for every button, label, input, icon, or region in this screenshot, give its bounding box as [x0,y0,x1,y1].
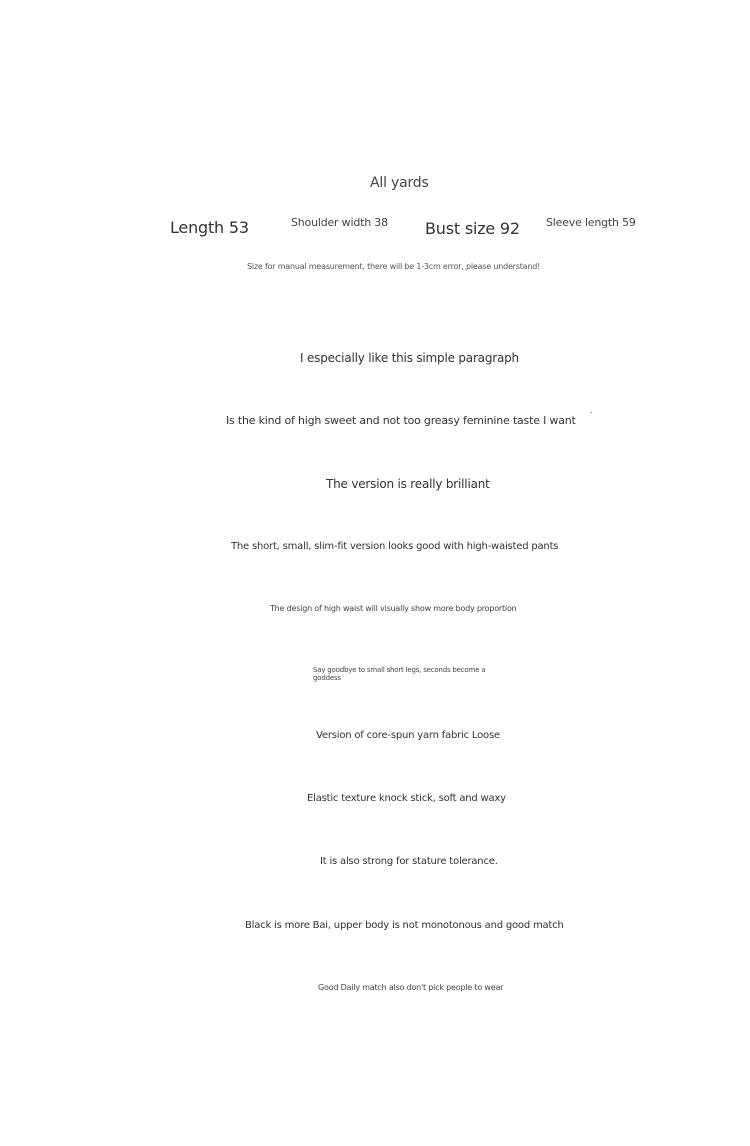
bust-size-measurement: Bust size 92 [425,219,520,238]
description-line-6: Say goodbye to small short legs, seconds become a goddess [313,666,486,682]
measurement-note: Size for manual measurement, there will be 1-3cm error, please understand! [247,262,541,271]
description-line-11: Good Daily match also don't pick people to wear [318,983,504,992]
description-line-8: Elastic texture knock stick, soft and waxy [307,793,506,804]
description-line-2: Is the kind of high sweet and not too greasy feminine taste I want [226,414,576,427]
description-line-5: The design of high waist will visually show more body proportion [270,604,517,613]
description-line-4: The short, small, slim-fit version looks good with high-waisted pants [231,541,559,552]
length-measurement: Length 53 [170,218,249,237]
sleeve-length-measurement: Sleeve length 59 [546,216,636,229]
stray-dot: . [590,406,593,415]
shoulder-width-measurement: Shoulder width 38 [291,216,388,229]
description-line-9: It is also strong for stature tolerance. [320,856,498,867]
description-line-1: I especially like this simple paragraph [300,351,519,365]
page-title: All yards [370,175,429,191]
description-line-10: Black is more Bai, upper body is not monotonous and good match [245,920,564,931]
description-line-7: Version of core-spun yarn fabric Loose [316,730,500,741]
description-line-3: The version is really brilliant [326,477,490,491]
